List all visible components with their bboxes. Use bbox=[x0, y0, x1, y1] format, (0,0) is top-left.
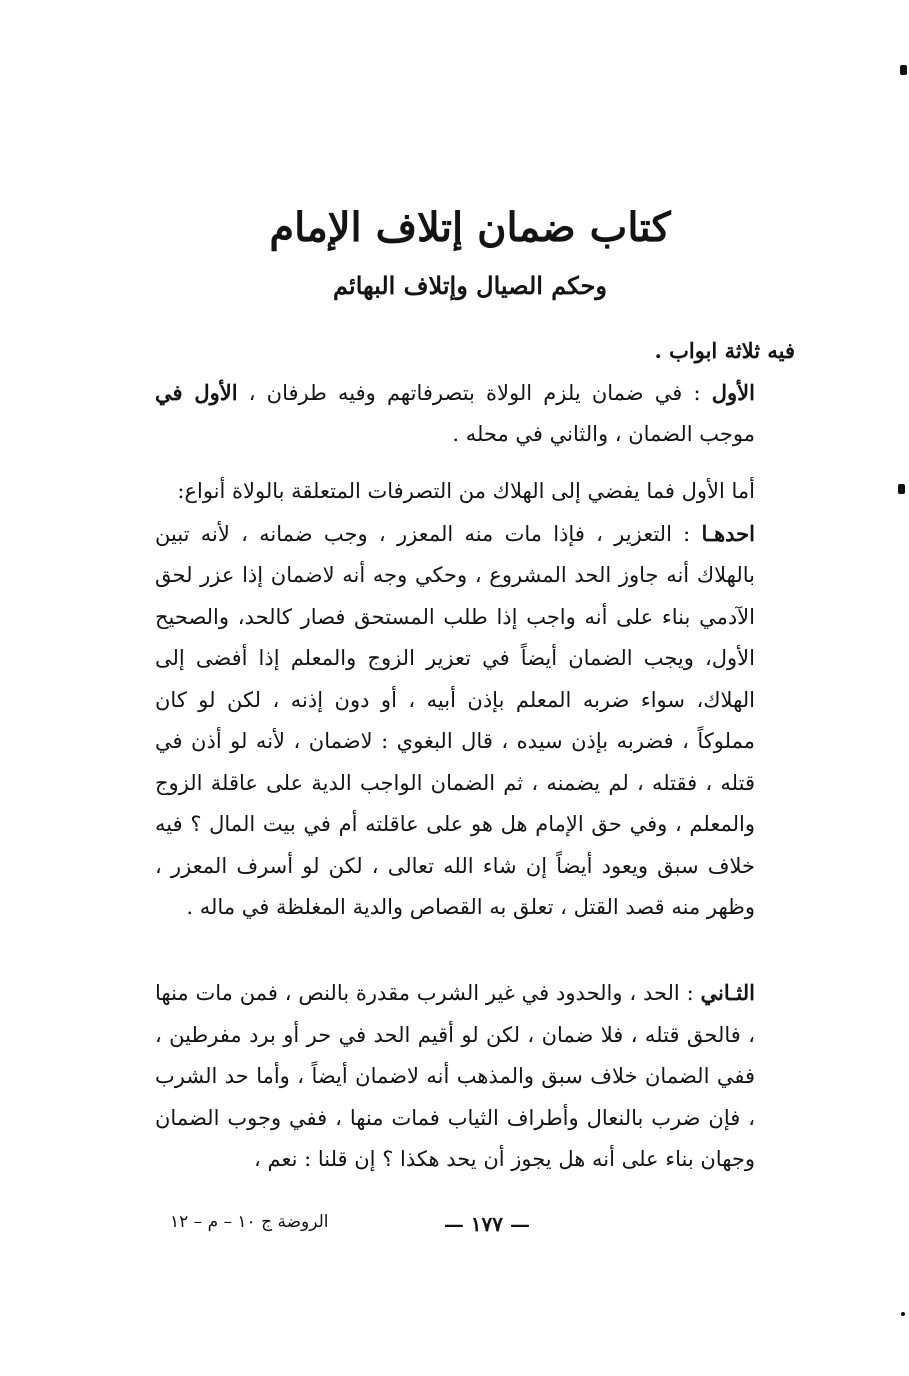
intro-line: فيه ثلاثة ابواب . bbox=[654, 338, 795, 363]
margin-mark bbox=[898, 484, 905, 494]
section-one-label: احدهـا bbox=[701, 520, 755, 546]
section-one bbox=[155, 471, 795, 929]
page-number: — ١٧٧ — bbox=[443, 1212, 530, 1236]
margin-mark bbox=[901, 1312, 905, 1316]
section-one-opening: أما الأول فما يفضي إلى الهلاك من التصرفات المتعلقة بالولاة أنواع: bbox=[177, 479, 755, 503]
intro-paragraph bbox=[155, 330, 795, 456]
first-text: : في ضمان يلزم الولاة بتصرفاتهم وفيه طرفان ، bbox=[248, 380, 701, 405]
page-footer bbox=[150, 1212, 790, 1252]
book-title: كتاب ضمان إتلاف الإمام bbox=[269, 204, 671, 251]
first-text-2: موجب الضمان ، والثاني في محله . bbox=[452, 422, 755, 446]
section-one-body bbox=[155, 513, 795, 929]
section-two-text: : الحد ، والحدود في غير الشرب مقدرة بالنص ، فمن مات منها ، فالحق قتله ، فلا ضمان ، لكن لو أقيم الحد في حر أو برد مفرطين ، ففي الضمان خلاف سبق والمذهب أنه لاضمان أيضاً ، وأما حد الشرب ، فإن ضرب بالنعال وأطراف الثياب فمات منها ، ففي وجوب الضمان وجهان بناء على أنه هل يجوز أن يحد هكذا ؟ إن قلنا : نعم ، bbox=[155, 981, 755, 1171]
section-two bbox=[155, 972, 795, 1181]
printer-signature: الروضة ج ١٠ – م – ١٢ bbox=[170, 1212, 329, 1232]
first-label-2: الأول في bbox=[155, 379, 238, 405]
first-chapter-line bbox=[155, 372, 795, 456]
book-subtitle: وحكم الصيال وإتلاف البهائم bbox=[333, 271, 607, 300]
first-label: الأول bbox=[711, 379, 755, 405]
margin-mark bbox=[900, 65, 907, 75]
section-two-body bbox=[155, 972, 795, 1181]
section-two-label: الثـاني bbox=[700, 980, 755, 1005]
section-one-text: : التعزير ، فإذا مات منه المعزر ، وجب ضمانه ، لأنه تبين بالهلاك أنه جاوز الحد المشروع ، وحكي وجه أنه لاضمان إذا عزر لحق الآدمي بناء على أنه واجب إذا طلب المستحق فصار كالحد، والصحيح الأول، ويجب الضمان أيضاً في تعزير الزوج والمعلم إذا أفضى إلى الهلاك، سواء ضربه المعلم بإذن أبيه ، أو دون إذنه ، لكن لو كان مملوكاً ، فضربه بإذن سيده ، قال البغوي : لاضمان ، لأنه لو أذن في قتله ، فقتله ، لم يضمنه ، ثم الضمان الواجب الدية على عاقلة الزوج والمعلم ، وفي حق الإمام هل هو على عاقلته أم في بيت المال ؟ فيه خلاف سبق ويعود أيضاً إن شاء الله تعالى ، لكن لو أسرف المعزر ، وظهر منه قصد القتل ، تعلق به القصاص والدية المغلظة في ماله . bbox=[155, 521, 755, 919]
